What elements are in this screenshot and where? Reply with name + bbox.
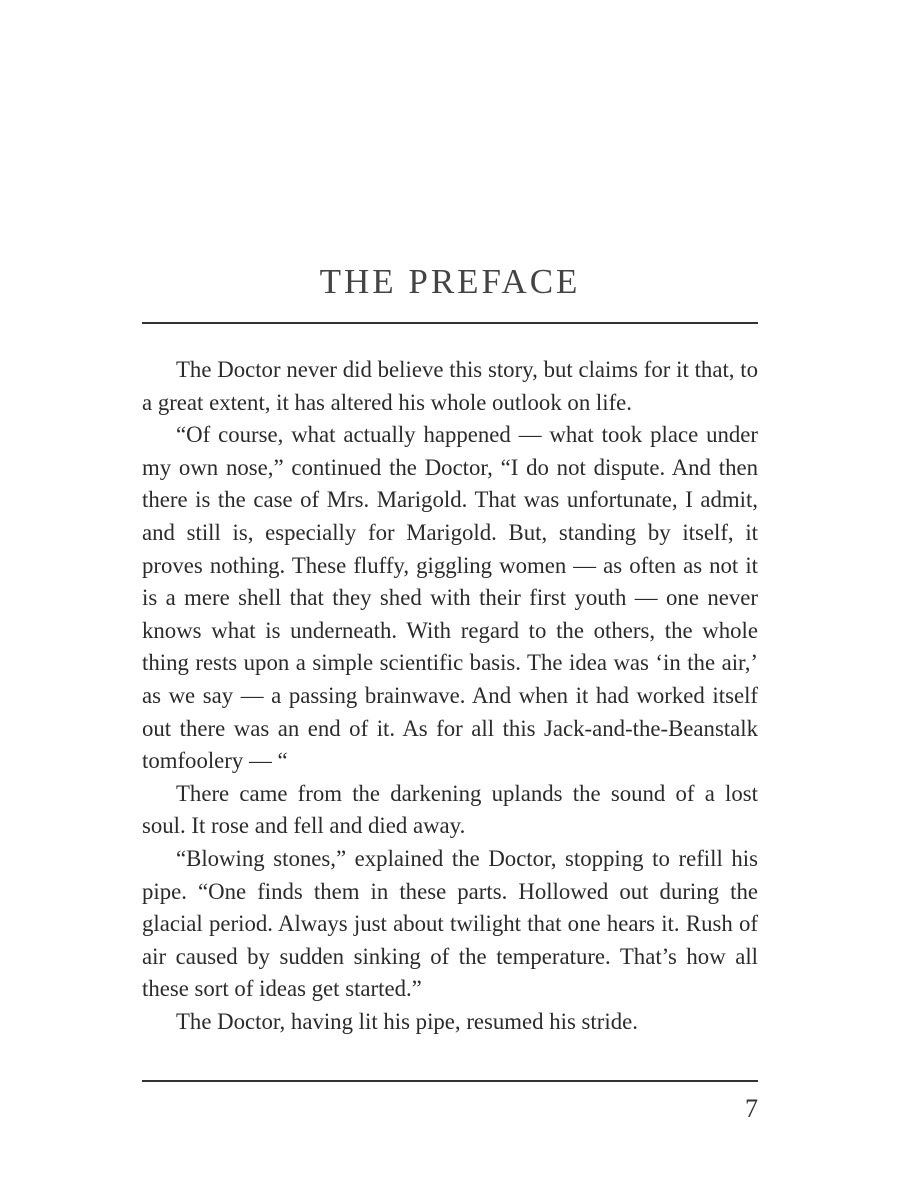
paragraph: “Of course, what actually happened — what took place under my own nose,” continued the Doctor, “I do not dispute. And then there is the case of Mrs. Marigold. That was unfortunate, I admit, and still is, especially for Marigold. But, standing by itself, it proves nothing. These fluffy, giggling women — as often as not it is a mere shell that they shed with their first youth — one never knows what is underneath. With regard to the others, the whole thing rests upon a simple scientific basis. The idea was ‘in the air,’ as we say — a passing brainwave. And when it had worked itself out there was an end of it. As for all this Jack-and-the-Beanstalk tomfoolery — “ — [142, 422, 758, 774]
paragraph: The Doctor, having lit his pipe, resumed his stride. — [176, 1008, 638, 1034]
body-text — [142, 354, 758, 1038]
page-number: 7 — [745, 1094, 758, 1123]
bottom-rule — [142, 1080, 758, 1082]
top-rule — [142, 322, 758, 324]
paragraph: “Blowing stones,” explained the Doctor, stopping to refill his pipe. “One finds them in these parts. Hollowed out during the glacial period. Always just about twilight that one hears it. Rush of air caused by sudden sinking of the temperature. That’s how all these sort of ideas get started.” — [142, 845, 758, 1002]
chapter-title: THE PREFACE — [319, 262, 581, 301]
paragraph: There came from the darkening uplands the sound of a lost soul. It rose and fell and died away. — [142, 780, 758, 839]
paragraph: The Doctor never did believe this story, but claims for it that, to a great extent, it has altered his whole outlook on life. — [142, 357, 758, 415]
